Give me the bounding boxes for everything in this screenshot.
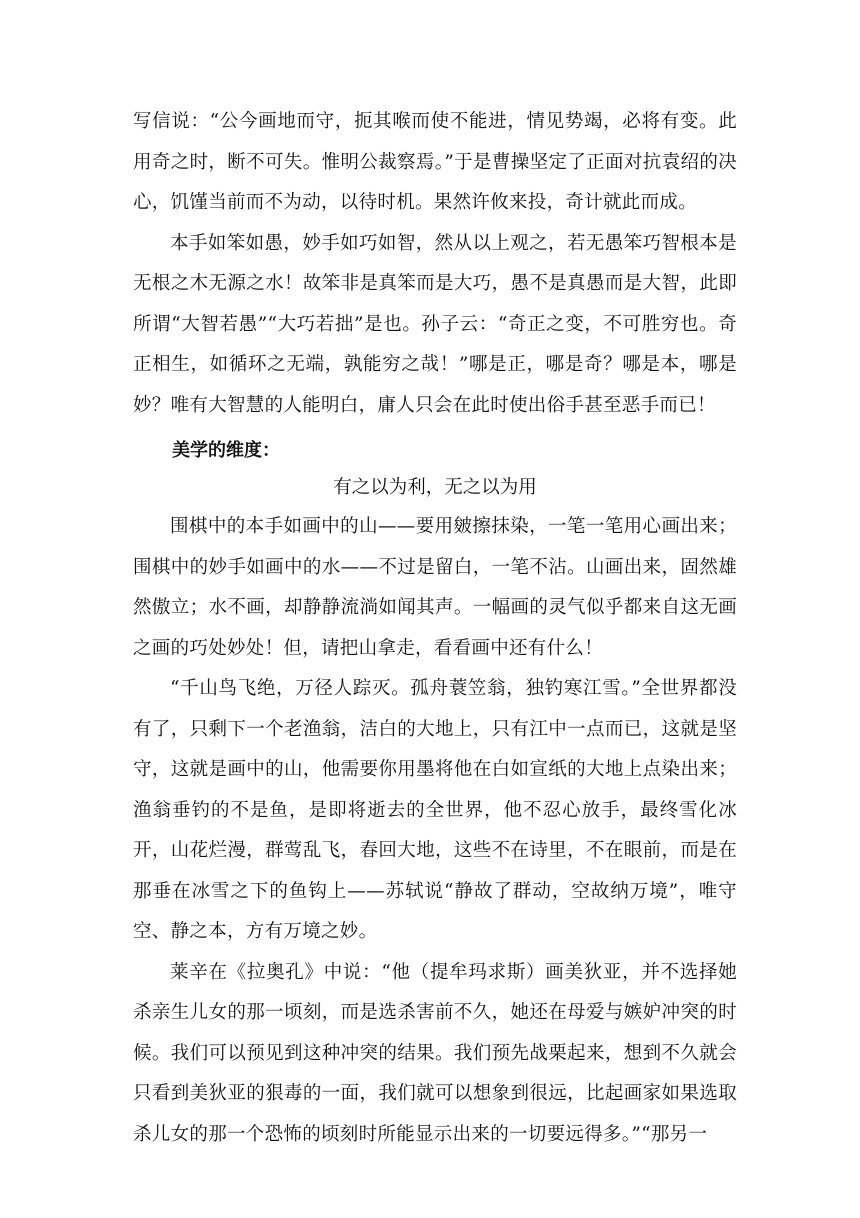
paragraph-benshou-miaoshou: 本手如笨如愚，妙手如巧如智，然从以上观之，若无愚笨巧智根本是无根之木无源之水！故笨非是真笨而是大巧，愚不是真愚而是大智，此即所谓“大智若愚”“大巧若拙”是也。孙子云：“奇正之变，不可胜穷也。奇正相生，如循环之无端，孰能穷之哉！”哪是正，哪是奇？哪是本，哪是妙？唯有大智慧的人能明白，庸人只会在此时使出俗手甚至恶手而已！ <box>133 232 737 416</box>
paragraph-laocoon: 莱辛在《拉奥孔》中说：“他（提牟玛求斯）画美狄亚，并不选择她杀亲生儿女的那一顷刻，而是选杀害前不久，她还在母爱与嫉妒冲突的时候。我们可以预见到这种冲突的结果。我们预先战栗起来，想到不久就会只看到美狄亚的狠毒的一面，我们就可以想象到很远，比起画家如果选取杀儿女的那一个恐怖的顷刻时所能显示出来的一切要远得多。”“那另一 <box>133 961 737 1145</box>
paragraph-mountain-water: 围棋中的本手如画中的山——要用皴擦抹染，一笔一笔用心画出来；围棋中的妙手如画中的水——不过是留白，一笔不沾。山画出来，固然雄然傲立；水不画，却静静流淌如闻其声。一幅画的灵气似乎都来自这无画之画的巧处妙处！但，请把山拿走，看看画中还有什么！ <box>133 516 737 659</box>
paragraph-continuation: 写信说：“公今画地而守，扼其喉而使不能进，情见势竭，必将有变。此用奇之时，断不可失。惟明公裁察焉。”于是曹操坚定了正面对抗袁绍的决心，饥馑当前而不为动，以待时机。果然许攸来投，奇计就此而成。 <box>133 111 737 213</box>
section-1-body <box>133 102 737 426</box>
section-heading-aesthetics: 美学的维度： <box>172 440 280 461</box>
section-2-body <box>133 507 737 1155</box>
section-subtitle: 有之以为利，无之以为用 <box>333 477 537 498</box>
paragraph-poem: “千山鸟飞绝，万径人踪灭。孤舟蓑笠翁，独钓寒江雪。”全世界都没有了，只剩下一个老渔翁，洁白的大地上，只有江中一点而已，这就是坚守，这就是画中的山，他需要你用墨将他在白如宣纸的大地上点染出来；渔翁垂钓的不是鱼，是即将逝去的全世界，他不忍心放手，最终雪化冰开，山花烂漫，群莺乱飞，春回大地，这些不在诗里，不在眼前，而是在那垂在冰雪之下的鱼钩上——苏轼说“静故了群动，空故纳万境”，唯守空、静之本，方有万境之妙。 <box>133 678 737 942</box>
